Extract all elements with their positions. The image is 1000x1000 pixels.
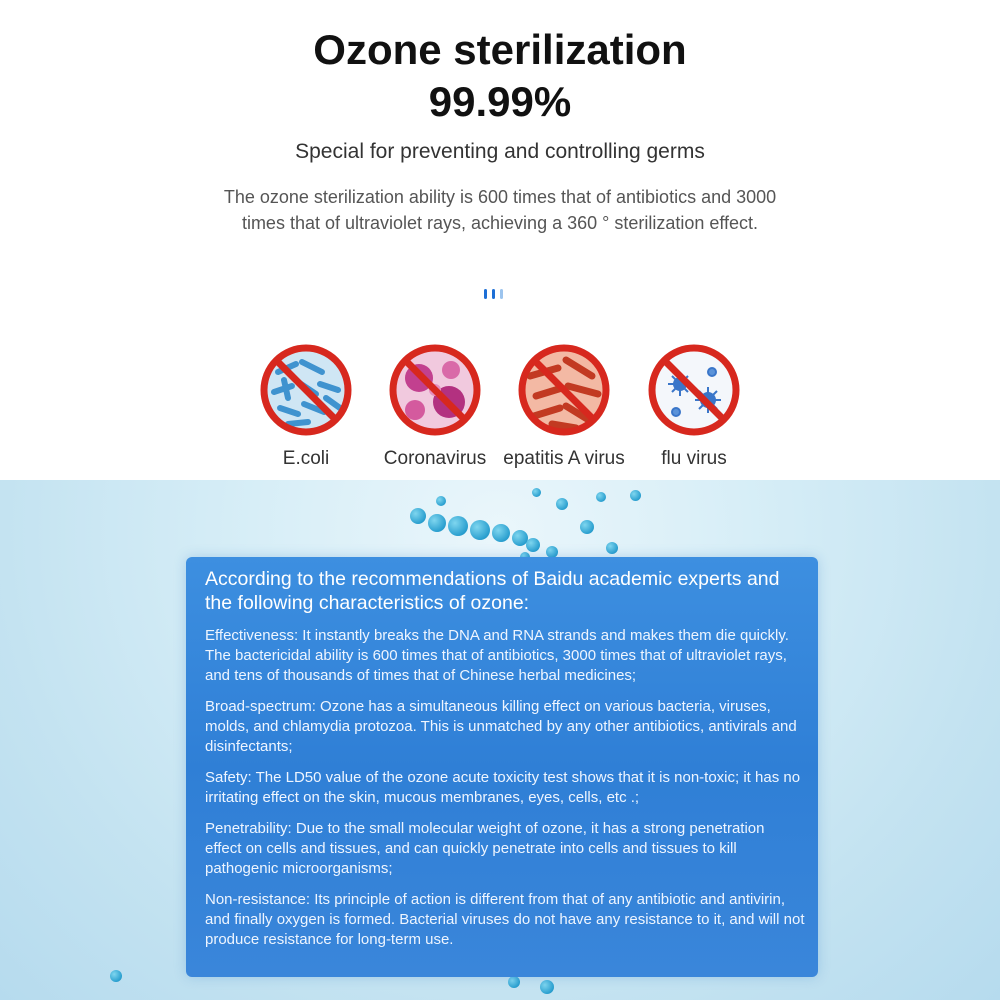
- characteristic-broad-spectrum: Broad-spectrum: Ozone has a simultaneous killing effect on various bacteria, viruses, molds, and chlamydia protozoa. This is unmatched by any other antibiotics, antivirals and disinfectants;: [205, 698, 797, 755]
- slide-indicator: [484, 286, 524, 298]
- flu-virus-prohibited-icon: [646, 342, 742, 438]
- indicator-dot: [492, 289, 495, 299]
- virus-label: E.coli: [282, 448, 330, 469]
- virus-item-flu: [639, 342, 749, 470]
- characteristic-safety: Safety: The LD50 value of the ozone acute toxicity test shows that it is non-toxic; it has no irritating effect on the skin, mucous membranes, eyes, cells, etc .;: [205, 769, 801, 806]
- ozone-characteristics-panel: [186, 557, 818, 977]
- virus-list: [0, 342, 1000, 482]
- page-description: The ozone sterilization ability is 600 times that of antibiotics and 3000 times that of ultraviolet rays, achieving a 360 ° sterilization effect.: [223, 187, 777, 233]
- indicator-dot: [484, 289, 487, 299]
- characteristic-effectiveness: Effectiveness: It instantly breaks the DNA and RNA strands and makes them die quickly. The bactericidal ability is 600 times that of antibiotics, 3000 times that of ultraviolet rays, and tens of thousands of times that of Chinese herbal medicines;: [205, 627, 789, 684]
- panel-heading: According to the recommendations of Baidu academic experts and the following characteristics of ozone:: [205, 568, 780, 614]
- virus-label: Coronavirus: [383, 448, 487, 469]
- page-subtitle: Special for preventing and controlling germs: [295, 140, 705, 163]
- e-coli-prohibited-icon: [258, 342, 354, 438]
- page-title: Ozone sterilization: [313, 26, 687, 73]
- virus-label: flu virus: [661, 448, 727, 469]
- characteristic-penetrability: Penetrability: Due to the small molecular weight of ozone, it has a strong penetration effect on cells and tissues, and can quickly penetrate into cells and tissues to kill pathogenic microorganisms;: [205, 820, 765, 877]
- page-title-percentage: 99.99%: [428, 78, 572, 125]
- virus-label: epatitis A virus: [503, 448, 625, 469]
- hepatitis-a-prohibited-icon: [516, 342, 612, 438]
- coronavirus-prohibited-icon: [387, 342, 483, 438]
- characteristic-non-resistance: Non-resistance: Its principle of action is different from that of any antibiotic and antivirin, and finally oxygen is formed. Bacterial viruses do not have any resistance to it, and will not produce resistance for long-term use.: [205, 891, 805, 948]
- indicator-dot: [500, 289, 503, 299]
- header-section: [0, 0, 1000, 480]
